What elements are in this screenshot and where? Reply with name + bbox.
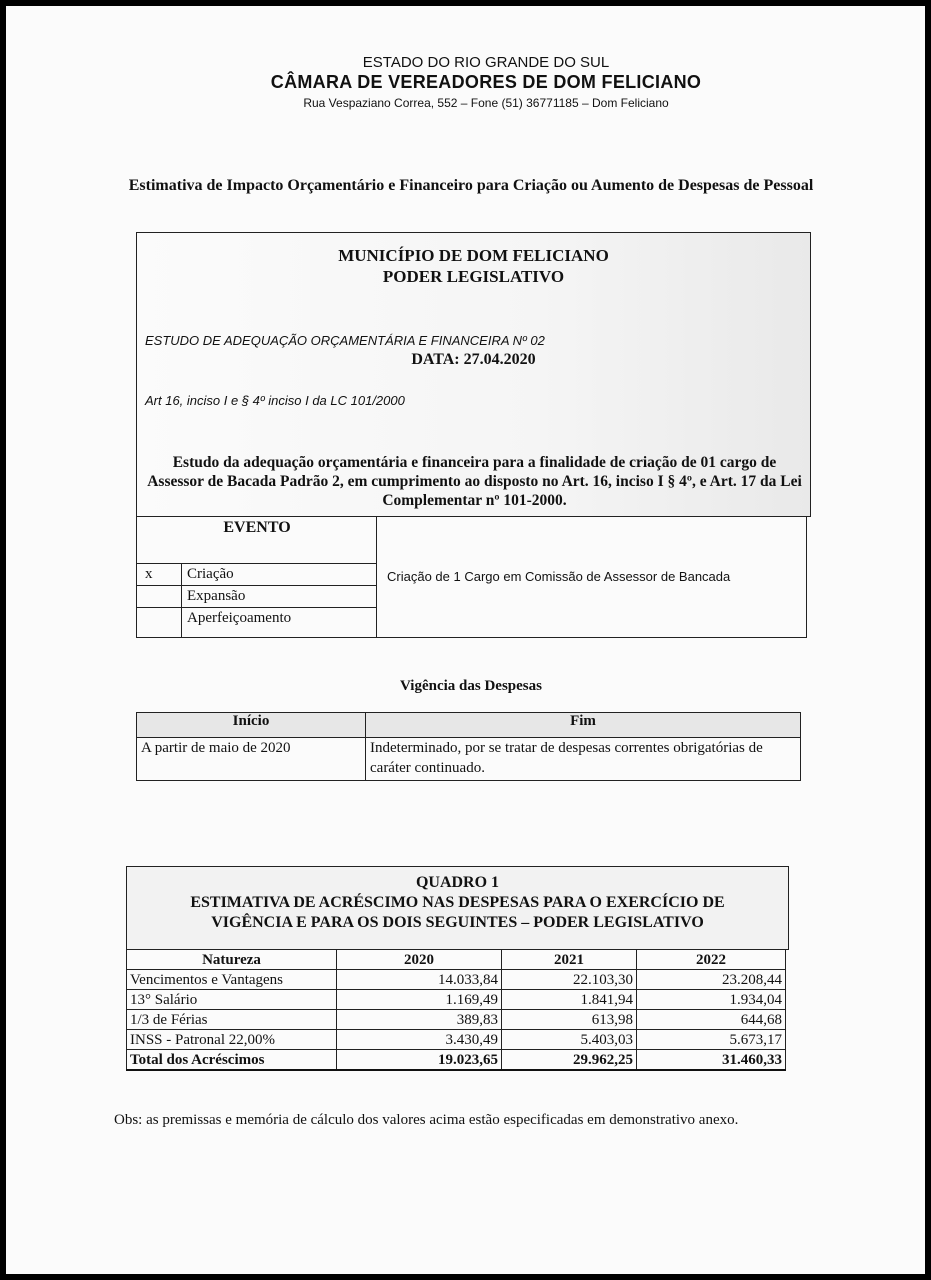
total-row (127, 1050, 786, 1071)
vigencia-end-value: Indeterminado, por se tratar de despesas correntes obrigatórias de caráter continuado. (366, 738, 801, 781)
table-row (127, 1010, 786, 1030)
vigencia-title: Vigência das Despesas (400, 678, 542, 694)
event-description: Criação de 1 Cargo em Comissão de Assessor de Bancada (387, 569, 731, 584)
event-option-row (137, 585, 377, 607)
header-chamber: CÂMARA DE VEREADORES DE DOM FELICIANO (270, 72, 702, 92)
cell-value: 613,98 (502, 1010, 637, 1030)
header-state: ESTADO DO RIO GRANDE DO SUL (362, 54, 610, 71)
vigencia-col-start: Início (137, 713, 366, 738)
vigencia-col-end: Fim (366, 713, 801, 738)
table-row (127, 970, 786, 990)
observation-note: Obs: as premissas e memória de cálculo dos valores acima estão especificadas em demonstrativo anexo. (114, 1112, 739, 1128)
cell-value: 5.673,17 (637, 1030, 786, 1050)
org-power: PODER LEGISLATIVO (382, 267, 565, 286)
vigencia-start-value: A partir de maio de 2020 (137, 738, 366, 781)
cell-value: 23.208,44 (637, 970, 786, 990)
event-option-label: Criação (187, 566, 234, 582)
row-label: Vencimentos e Vantagens (127, 970, 337, 990)
column-header: 2021 (502, 950, 637, 970)
cell-value: 5.403,03 (502, 1030, 637, 1050)
cell-value: 1.169,49 (337, 990, 502, 1010)
study-description: Estudo da adequação orçamentária e financeira para a finalidade de criação de 01 cargo de Assessor de Bacada Padrão 2, em cumprimento ao disposto no Art. 16, inciso I § 4º, e Art. 17 da Lei Complementar nº 101-2000. (147, 454, 802, 509)
table-row (127, 990, 786, 1010)
org-municipality: MUNICÍPIO DE DOM FELICIANO (338, 246, 609, 265)
study-date: DATA: 27.04.2020 (411, 351, 536, 368)
table-row (127, 1030, 786, 1050)
table-row (127, 950, 786, 970)
cell-value: 22.103,30 (502, 970, 637, 990)
study-number: ESTUDO DE ADEQUAÇÃO ORÇAMENTÁRIA E FINANCEIRA Nº 02 (145, 333, 545, 348)
column-header: Natureza (127, 950, 337, 970)
column-header: 2022 (637, 950, 786, 970)
study-info-box (136, 232, 811, 517)
legal-article: Art 16, inciso I e § 4º inciso I da LC 101/2000 (145, 393, 405, 408)
total-value: 19.023,65 (337, 1050, 502, 1071)
event-box (136, 516, 807, 638)
quadro-title-line: QUADRO 1 (415, 874, 500, 891)
event-option-row (137, 607, 377, 637)
event-option-mark (137, 608, 182, 637)
document-page (6, 6, 925, 1274)
event-options (137, 517, 377, 637)
cell-value: 1.841,94 (502, 990, 637, 1010)
org-heading (137, 245, 810, 287)
event-title: EVENTO (223, 519, 291, 536)
document-title: Estimativa de Impacto Orçamentário e Financeiro para Criação ou Aumento de Despesas de Pessoal (128, 177, 814, 194)
column-header: 2020 (337, 950, 502, 970)
row-label: INSS - Patronal 22,00% (127, 1030, 337, 1050)
quadro-title-line: VIGÊNCIA E PARA OS DOIS SEGUINTES – PODER LEGISLATIVO (211, 914, 704, 931)
event-option-mark (137, 586, 182, 607)
cell-value: 389,83 (337, 1010, 502, 1030)
row-label: 13° Salário (127, 990, 337, 1010)
cell-value: 1.934,04 (637, 990, 786, 1010)
quadro-title-line: ESTIMATIVA DE ACRÉSCIMO NAS DESPESAS PARA O EXERCÍCIO DE (190, 894, 725, 911)
total-value: 29.962,25 (502, 1050, 637, 1071)
event-option-label: Expansão (187, 588, 246, 604)
cell-value: 3.430,49 (337, 1030, 502, 1050)
quadro-title (127, 873, 788, 933)
table-row (137, 738, 801, 781)
total-value: 31.460,33 (637, 1050, 786, 1071)
quadro-table (126, 949, 786, 1071)
vigencia-table (136, 712, 801, 781)
cell-value: 644,68 (637, 1010, 786, 1030)
event-option-row (137, 563, 377, 585)
header-address: Rua Vespaziano Correa, 552 – Fone (51) 36771185 – Dom Feliciano (303, 96, 669, 110)
cell-value: 14.033,84 (337, 970, 502, 990)
event-option-mark: x (137, 564, 182, 585)
table-row (137, 713, 801, 738)
row-label: 1/3 de Férias (127, 1010, 337, 1030)
row-label: Total dos Acréscimos (127, 1050, 337, 1071)
quadro-heading-box (126, 866, 789, 950)
event-option-label: Aperfeiçoamento (187, 610, 292, 626)
